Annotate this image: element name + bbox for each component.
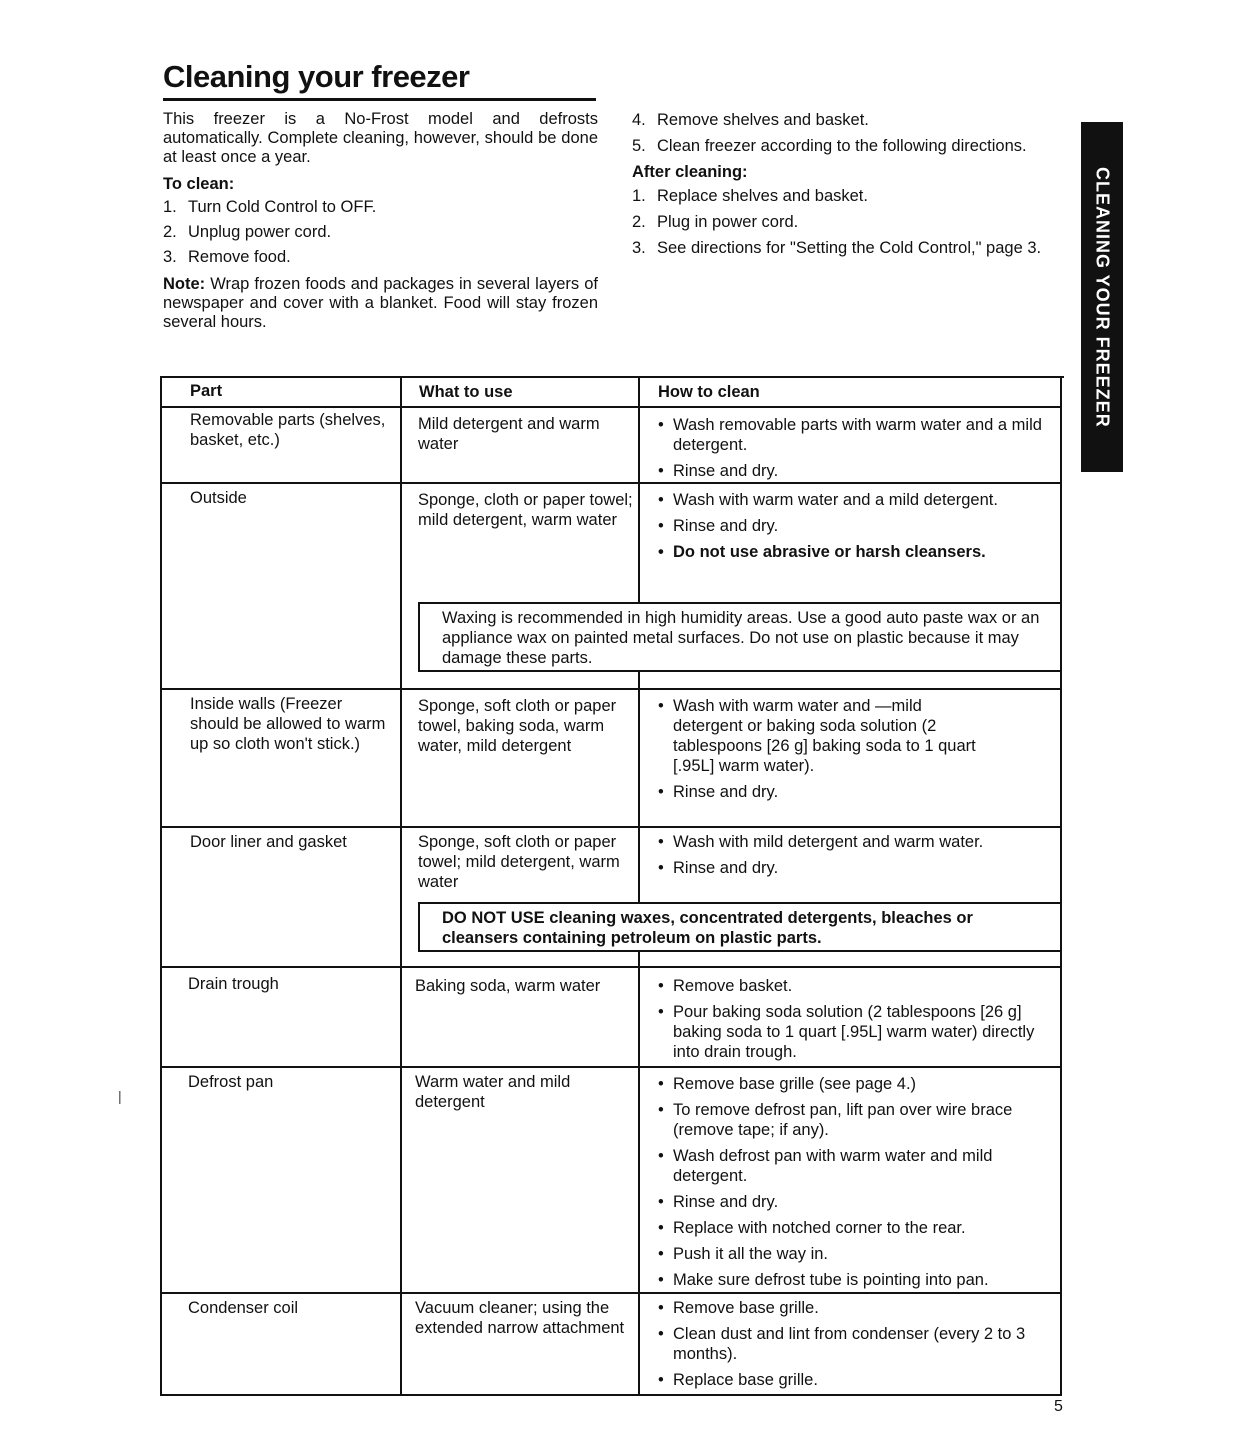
header-how-to-clean: How to clean: [658, 383, 760, 401]
list-item: [163, 223, 598, 242]
how-list: [656, 490, 1051, 568]
step-text: Clean freezer according to the following directions.: [657, 137, 1027, 155]
list-item: • Push it all the way in.: [656, 1244, 1054, 1264]
table-rule: [1060, 376, 1062, 1394]
how-list: [656, 832, 1026, 884]
list-item: • Make sure defrost tube is pointing into pan.: [656, 1270, 1054, 1290]
list-item: • Remove base grille (see page 4.): [656, 1074, 1054, 1094]
remaining-steps: [632, 110, 1064, 156]
list-item: • Wash with warm water and —mild detergent or baking soda solution (2 tablespoons [26 g] baking soda to 1 quart [.95L] warm water).: [656, 696, 996, 776]
step-number: 1.: [163, 198, 177, 216]
list-item: • Rinse and dry.: [656, 858, 1026, 878]
how-list: [656, 1298, 1051, 1396]
list-item: • Wash defrost pan with warm water and mild detergent.: [656, 1146, 1054, 1186]
table-rule: [638, 376, 640, 1394]
after-cleaning-heading: After cleaning:: [632, 163, 748, 181]
step-text: Remove shelves and basket.: [657, 111, 869, 129]
list-item: [632, 136, 1064, 156]
list-item: [632, 238, 1064, 258]
list-item: • To remove defrost pan, lift pan over wire brace (remove tape; if any).: [656, 1100, 1054, 1140]
what-cell: Vacuum cleaner; using the extended narrow attachment: [415, 1299, 625, 1337]
warning-item: • Do not use abrasive or harsh cleansers.: [656, 542, 1051, 562]
step-text: Plug in power cord.: [657, 213, 799, 231]
header-part: Part: [190, 382, 223, 400]
list-item: • Rinse and dry.: [656, 782, 996, 802]
part-cell: Drain trough: [188, 975, 279, 993]
part-cell: Inside walls (Freezer should be allowed to warm up so cloth won't stick.): [190, 695, 386, 753]
list-item: • Wash with warm water and a mild detergent.: [656, 490, 1051, 510]
what-cell: Mild detergent and warm water: [418, 415, 600, 453]
list-item: • Replace base grille.: [656, 1370, 1051, 1390]
what-cell: Baking soda, warm water: [415, 977, 601, 995]
list-item: • Rinse and dry.: [656, 461, 1051, 481]
step-text: Turn Cold Control to OFF.: [188, 198, 377, 216]
table-rule: [402, 376, 1064, 378]
note-text: Wrap frozen foods and packages in several layers of newspaper and cover with a blanket. Food will stay frozen several hours.: [163, 275, 598, 331]
part-cell: Condenser coil: [188, 1299, 299, 1317]
table-rule: [400, 376, 402, 1394]
step-number: 5.: [632, 137, 646, 155]
list-item: • Clean dust and lint from condenser (every 2 to 3 months).: [656, 1324, 1051, 1364]
part-cell: Defrost pan: [188, 1073, 274, 1091]
list-item: • Pour baking soda solution (2 tablespoons [26 g] baking soda to 1 quart [.95L] warm water) directly into drain trough.: [656, 1002, 1051, 1062]
cleaning-table: [160, 376, 1062, 1396]
list-item: [632, 212, 1064, 232]
right-column: [632, 110, 1064, 264]
list-item: [163, 248, 598, 267]
page-number: 5: [1054, 1398, 1063, 1415]
table-rule: [162, 688, 1062, 690]
list-item: • Wash with mild detergent and warm water.: [656, 832, 1026, 852]
what-cell: Sponge, cloth or paper towel; mild detergent, warm water: [418, 491, 633, 529]
plastic-warning-callout: DO NOT USE cleaning waxes, concentrated detergents, bleaches or cleansers containing petroleum on plastic parts.: [418, 902, 1062, 952]
list-item: • Replace with notched corner to the rear.: [656, 1218, 1054, 1238]
how-list: [656, 696, 996, 808]
table-rule: [162, 406, 1062, 408]
part-cell: Removable parts (shelves, basket, etc.): [190, 411, 386, 449]
note-paragraph: [163, 275, 598, 332]
step-text: See directions for "Setting the Cold Control," page 3.: [657, 239, 1042, 257]
what-cell: Warm water and mild detergent: [415, 1073, 571, 1111]
list-item: • Remove basket.: [656, 976, 1051, 996]
to-clean-list: [163, 198, 598, 267]
section-side-tab: CLEANING YOUR FREEZER: [1081, 122, 1123, 472]
intro-column: [163, 110, 598, 332]
table-rule: [162, 826, 1062, 828]
table-rule: [162, 966, 1062, 968]
step-number: 2.: [632, 213, 646, 231]
margin-mark: |: [118, 1088, 122, 1104]
list-item: [632, 186, 1064, 206]
list-item: • Rinse and dry.: [656, 516, 1051, 536]
how-list: [656, 1074, 1054, 1296]
list-item: • Wash removable parts with warm water and a mild detergent.: [656, 415, 1051, 455]
what-cell: Sponge, soft cloth or paper towel, baking soda, warm water, mild detergent: [418, 697, 617, 755]
after-cleaning-list: [632, 186, 1064, 258]
page-title: Cleaning your freezer: [163, 58, 596, 101]
list-item: [163, 198, 598, 217]
step-number: 2.: [163, 223, 177, 241]
step-number: 3.: [163, 248, 177, 266]
header-what-to-use: What to use: [419, 383, 513, 401]
how-list: [656, 415, 1051, 487]
table-rule: [162, 376, 404, 378]
step-number: 4.: [632, 111, 646, 129]
waxing-callout: Waxing is recommended in high humidity areas. Use a good auto paste wax or an appliance wax on painted metal surfaces. Do not use on plastic because it may damage these parts.: [418, 602, 1062, 672]
list-item: • Remove base grille.: [656, 1298, 1051, 1318]
step-text: Remove food.: [188, 248, 291, 266]
list-item: • Rinse and dry.: [656, 1192, 1054, 1212]
intro-paragraph: This freezer is a No-Frost model and defrosts automatically. Complete cleaning, however, should be done at least once a year.: [163, 110, 598, 166]
list-item: [632, 110, 1064, 130]
what-cell: Sponge, soft cloth or paper towel; mild detergent, warm water: [418, 833, 620, 891]
step-number: 3.: [632, 239, 646, 257]
how-list: [656, 976, 1051, 1068]
to-clean-heading: To clean:: [163, 175, 235, 193]
part-cell: Outside: [190, 489, 247, 507]
note-label: Note:: [163, 275, 206, 293]
step-number: 1.: [632, 187, 646, 205]
part-cell: Door liner and gasket: [190, 833, 347, 851]
step-text: Unplug power cord.: [188, 223, 332, 241]
step-text: Replace shelves and basket.: [657, 187, 868, 205]
